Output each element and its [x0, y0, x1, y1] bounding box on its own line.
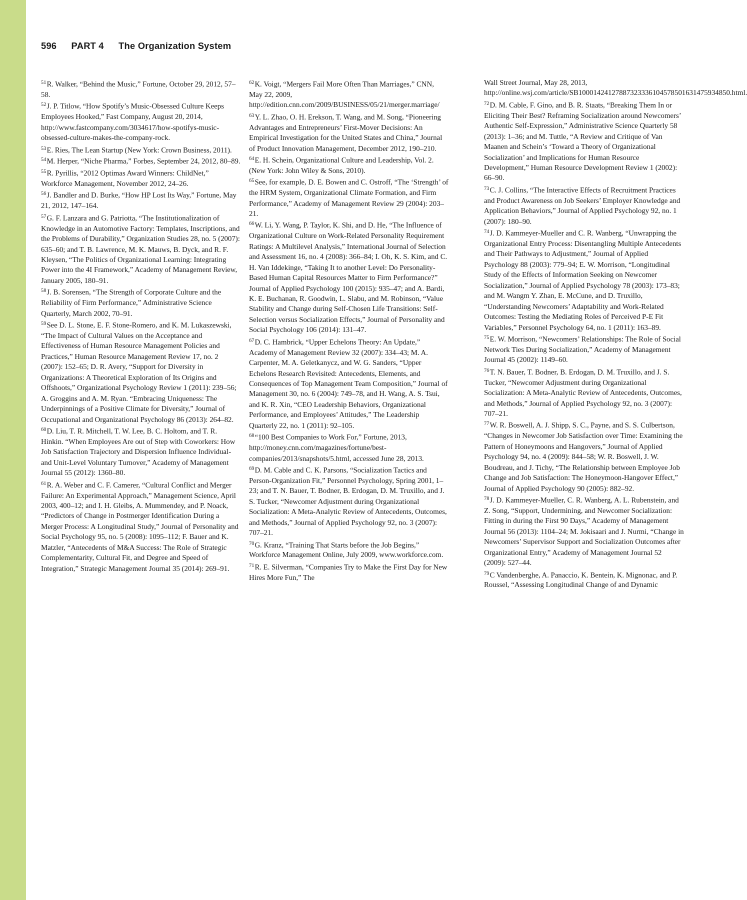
endnote	[41, 167, 241, 189]
endnote-number: 58	[41, 288, 47, 295]
endnote-number: 59	[41, 321, 47, 328]
endnote-text: E. H. Schein, Organizational Culture and Leadership, Vol. 2. (New York: John Wiley & Sons, 2010).	[249, 155, 434, 175]
endnote	[484, 78, 747, 99]
endnote-text: Y. L. Zhao, O. H. Erekson, T. Wang, and M. Song, “Pioneering Advantages and Entrepreneurs’ First-Mover Decisions: An Empirical Investigation for the United States and China,” Journal of Product Innovation Management, December 2012, 190–210.	[249, 112, 443, 153]
endnote-number: 56	[41, 191, 47, 198]
endnote	[41, 189, 241, 211]
endnote-text: C Vandenberghe, A. Panaccio, K. Bentein, K. Mignonac, and P. Roussel, “Assessing Longitudinal Change of and Dynamic	[484, 569, 678, 590]
endnote-number: 52	[41, 102, 47, 109]
endnote-number: 53	[41, 145, 47, 152]
endnote-number: 72	[484, 100, 490, 107]
endnote	[484, 333, 684, 366]
endnote	[484, 569, 684, 591]
endnote-text: M. Herper, “Niche Pharma,” Forbes, September 24, 2012, 80–89.	[46, 156, 241, 166]
endnote	[41, 100, 241, 143]
endnote-number: 57	[41, 213, 47, 220]
endnote-text: R. Pyrillis, “2012 Optimas Award Winners: ChildNet,” Workforce Management, November 2012, 24–26.	[41, 168, 209, 189]
endnote	[249, 561, 449, 583]
endnote-number: 67	[249, 337, 255, 344]
page-number: 596	[41, 41, 57, 51]
part-label: PART 4	[71, 41, 104, 51]
endnote	[249, 176, 449, 219]
endnote-number: 79	[484, 570, 490, 577]
endnote-text: D. C. Hambrick, “Upper Echelons Theory: An Update,” Academy of Management Review 32 (2007): 334–43; M. A. Carpenter, M. A. Geletkanycz, and W. G. Sanders, “Upper Echelons Research Revisited: Antecedents, Elements, and Consequences of Top Management Team Composition,” Journal of Management 30, no. 6 (2004): 749–78, and H. Wang, A. S. Tsui, and K. R. Xin, “CEO Leadership Behaviors, Organizational Performance, and Employees’ Attitudes,” The Leadership Quarterly 22, no. 1 (2011): 92–105.	[249, 337, 448, 430]
endnote-number: 66	[249, 221, 255, 228]
endnote	[41, 78, 241, 100]
endnote-number: 64	[249, 155, 255, 162]
endnote-number: 76	[484, 367, 490, 374]
endnote-text: C. J. Collins, “The Interactive Effects of Recruitment Practices and Product Awareness on Job Seekers’ Employer Knowledge and Application Behaviors,” Journal of Applied Psychology 92, no. 1 (2007): 180–90.	[484, 185, 681, 226]
endnote-text: D. M. Cable, F. Gino, and B. R. Staats, “Breaking Them In or Eliciting Their Best? Reframing Socialization around Newcomers’ Authentic Self-Expression,” Administrative Science Quarterly 58 (2013): 1–36; and M. Tuttle, “A Review and Critique of Van Maanen and Schein’s ‘Toward a Theory of Organizational Socialization’ and Implications for Human Resource Development,” Human Resource Development Review 1 (2002): 66–90.	[484, 100, 681, 183]
endnote-text: D. Liu, T. R. Mitchell, T. W. Lee, B. C. Holtom, and T. R. Hinkin. “When Employees Are out of Step with Coworkers: How Job Satisfaction Trajectory and Dispersion Influence Individual-and Unit-Level Voluntary Turnover,” Academy of Management Journal 55 (2012): 1360–80.	[41, 426, 236, 478]
endnote	[249, 78, 449, 111]
endnote-text: R. E. Silverman, “Companies Try to Make the First Day for New Hires More Fun,” The	[249, 562, 448, 582]
endnote	[41, 286, 241, 319]
endnote	[249, 336, 449, 431]
endnote-text: See D. L. Stone, E. F. Stone-Romero, and K. M. Lukaszewski, “The Impact of Cultural Values on the Acceptance and Effectiveness of Human Resource Management Policies and Practices,” Human Resource Management Review 17, no. 2 (2007): 152–65; D. R. Avery, “Support for Diversity in Organizations: A Theoretical Exploration of Its Origins and Offshoots,” Organizational Psychology Review 1 (2011): 239–56; A. Groggins and A. M. Ryan. “Embracing Uniqueness: The Underpinnings of a Positive Climate for Diversity,” Journal of Occupational and Organizational Psychology 86 (2013): 264–82.	[41, 320, 237, 424]
endnote-text: R. Walker, “Behind the Music,” Fortune, October 29, 2012, 57–58.	[41, 79, 236, 99]
endnote-number: 60	[41, 427, 47, 434]
endnote	[484, 494, 684, 569]
notes-column-1	[41, 78, 241, 574]
endnote	[249, 431, 449, 464]
endnote-text: J. D. Kammeyer-Mueller, C. R. Wanberg, A. L. Rubenstein, and Z. Song, “Support, Undermining, and Newcomer Socialization: Fitting in during the First 90 Days,” Academy of Management Journal 56 (2013): 1104–24; M. Jokisaari and J. Nurmi, “Change in Newcomers’ Supervisor Support and Socialization Outcomes after Organizational Entry,” Academy of Management Journal 52 (2009): 527–44.	[484, 495, 684, 568]
endnote-number: 71	[249, 562, 255, 569]
endnote-text: D. M. Cable and C. K. Parsons, “Socialization Tactics and Person-Organization Fit,” Personnel Psychology, Spring 2001, 1–23; and T. N. Bauer, T. Bodner, B. Erdogan, D. M. Truxillo, and J. S. Tucker, “Newcomer Adjustment during Organizational Socialization: A Meta-Analytic Review of Antecedents, Outcomes, and Methods,” Journal of Applied Psychology 92, no. 3 (2007): 707–21.	[249, 465, 447, 538]
running-header	[41, 41, 243, 55]
endnote	[249, 464, 449, 539]
endnote-number: 78	[484, 496, 490, 503]
endnote-text: J. B. Sorensen, “The Strength of Corporate Culture and the Reliability of Firm Performance,” Administrative Science Quarterly, March 2002, 70–91.	[41, 287, 222, 318]
endnote-number: 63	[249, 112, 255, 119]
page-edge-strip	[0, 0, 26, 900]
endnote	[41, 144, 241, 156]
endnote-number: 62	[249, 80, 255, 86]
endnote-number: 75	[484, 335, 490, 342]
endnote-text: “100 Best Companies to Work For,” Fortune, 2013, http://money.cnn.com/magazines/fortune/best-companies/2013/snapshots/5.html, accessed June 28, 2013.	[249, 432, 424, 463]
endnote-number: 68	[249, 433, 255, 440]
chapter-title: The Organization System	[118, 41, 232, 51]
endnote-text: J. P. Titlow, “How Spotify’s Music-Obsessed Culture Keeps Employees Hooked,” Fast Company, August 20, 2014, http://www.fastcompany.com/3034617/how-spotifys-music-obsessed-culture-makes-the-company-rock.	[41, 101, 224, 143]
endnote-text: J. Bandler and D. Burke, “How HP Lost Its Way,” Fortune, May 21, 2012, 147–164.	[41, 190, 237, 211]
endnote-text: Wall Street Journal, May 28, 2013, http://online.wsj.com/article/SB10001424127887323336104578501631475934850.html.	[484, 78, 747, 98]
endnote-number: 61	[41, 480, 47, 487]
endnote-text: W. Li, Y. Wang, P. Taylor, K. Shi, and D. He, “The Influence of Organizational Culture on Work-Related Personality Requirement Ratings: A Multilevel Analysis,” International Journal of Selection and Assessment 16, no. 4 (2008): 366–84; I. Oh, K. S. Kim, and C. H. Van Iddekinge, “Taking It to another Level: Do Personality-Based Human Capital Resources Matter to Firm Performance?” Journal of Applied Psychology 100 (2015): 935–47; and A. Bardi, K. E. Buchanan, R. Goodwin, L. Slabu, and M. Robinson, “Value Stability and Change during Self-Chosen Life Transitions: Self-Selection versus Socialization Effects,” Journal of Personality and Social Psychology 106 (2014): 131–47.	[249, 220, 448, 335]
endnote	[484, 419, 684, 494]
endnote-text: J. D. Kammeyer-Mueller and C. R. Wanberg, “Unwrapping the Organizational Entry Process: Disentangling Multiple Antecedents and Their Pathways to Adjustment,” Journal of Applied Psychology 88 (2003): 779–94; E. W. Morrison, “Longitudinal Study of the Effects of Information Seeking on Newcomer Socialization,” Journal of Applied Psychology 78 (2003): 173–83; and M. Wangm Y. Zhan, E. McCune, and D. Truxillo, “Understanding Newcomers’ Adaptability and Work-Related Outcomes: Testing the Mediating Roles of Perceived P-E Fit Variables,” Personnel Psychology 64, no. 1 (2011): 163–89.	[484, 228, 682, 332]
endnote	[41, 155, 241, 167]
endnote-text: R. A. Weber and C. F. Camerer, “Cultural Conflict and Merger Failure: An Experimental Approach,” Management Science, April 2003, 400–12; and I. H. Gleibs, A. Mummendey, and P. Noack, “Predictors of Change in Postmerger Identification During a Merger Process: A Longitudinal Study,” Journal of Personality and Social Psychology 95, no. 5 (2008): 1095–112; F. Bauer and K. Matzler, “Antecedents of M&A Success: The Role of Strategic Complementarity, Cultural Fit, and Degree and Speed of Integration,” Strategic Management Journal 35 (2014): 269–91.	[41, 480, 239, 573]
notes-column-2	[249, 78, 449, 583]
endnote-number: 54	[41, 157, 47, 164]
notes-column-3	[484, 78, 747, 591]
endnote-number: 73	[484, 185, 490, 192]
endnote-text: G. F. Lanzara and G. Patriotta, “The Institutionalization of Knowledge in an Automotive Factory: Templates, Inscriptions, and the Problems of Durability,” Organization Studies 28, no. 5 (2007): 635–60; and T. B. Lawrence, M. K. Mauws, B. Dyck, and R. F. Kleysen, “The Politics of Organizational Learning: Integrating Power into the 4I Framework,” Academy of Management Review, January 2005, 180–91.	[41, 213, 240, 285]
endnote	[249, 539, 449, 561]
endnote-number: 55	[41, 169, 47, 176]
endnote	[484, 184, 684, 227]
endnote-text: G. Kranz, “Training That Starts before the Job Begins,” Workforce Management Online, July 2009, www.workforce.com.	[249, 540, 444, 560]
endnote	[41, 212, 241, 287]
endnote-text: See, for example, D. E. Bowen and C. Ostroff, “The ‘Strength’ of the HRM System, Organizational Climate Formation, and Firm Performance,” Academy of Management Review 29 (2004): 203–21.	[249, 177, 449, 218]
endnote-number: 74	[484, 229, 490, 236]
endnote	[249, 111, 449, 154]
endnote-number: 51	[41, 80, 47, 86]
endnote	[41, 319, 241, 425]
endnote-number: 69	[249, 466, 255, 473]
endnote	[484, 227, 684, 333]
endnote	[41, 479, 241, 574]
endnote-text: E. Ries, The Lean Startup (New York: Crown Business, 2011).	[46, 144, 232, 154]
endnote-text: E. W. Morrison, “Newcomers’ Relationships: The Role of Social Network Ties During Socialization,” Academy of Management Journal 45 (2002): 1149–60.	[484, 334, 681, 365]
endnote-text: T. N. Bauer, T. Bodner, B. Erdogan, D. M. Truxillo, and J. S. Tucker, “Newcomer Adjustment during Organizational Socialization: A Meta-Analytic Review of Antecedents, Outcomes, and Methods,” Journal of Applied Psychology 92, no. 3 (2007): 707–21.	[484, 367, 682, 418]
endnote	[484, 366, 684, 420]
endnote	[249, 219, 449, 335]
endnote	[41, 425, 241, 479]
endnote-text: K. Voigt, “Mergers Fail More Often Than Marriages,” CNN, May 22, 2009, http://edition.cnn.com/2009/BUSINESS/05/21/merger.marriage/	[249, 79, 440, 110]
endnote-number: 77	[484, 421, 490, 428]
endnote-number: 65	[249, 178, 255, 185]
endnote	[249, 154, 449, 176]
endnote	[484, 99, 684, 184]
endnote-number: 70	[249, 540, 255, 547]
endnote-text: W. R. Boswell, A. J. Shipp, S. C., Payne, and S. S. Culbertson, “Changes in Newcomer Job Satisfaction over Time: Examining the Pattern of Honeymoons and Hangovers,” Journal of Applied Psychology 94, no. 4 (2009): 844–58; W. R. Boswell, J. W. Boudreau, and J. Tichy, “The Relationship between Employee Job Change and Job Satisfaction: The Honeymoon-Hangover Effect,” Journal of Applied Psychology 90 (2005): 882–92.	[484, 420, 683, 493]
